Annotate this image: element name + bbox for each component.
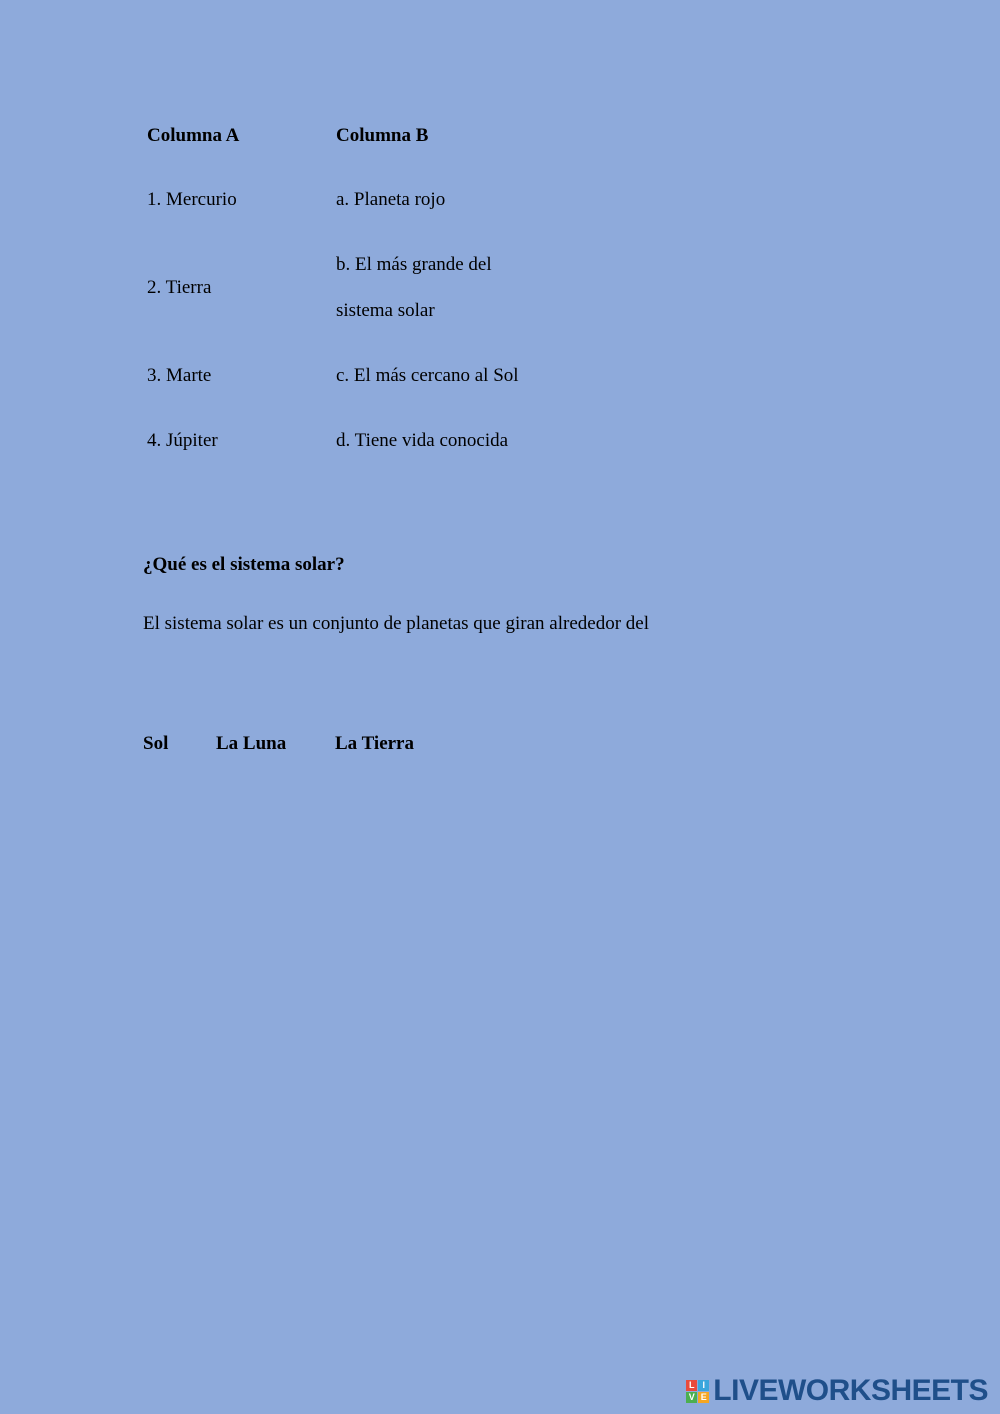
question-sentence: El sistema solar es un conjunto de planetas que giran alrededor del (143, 613, 649, 634)
column-a-item-3: 3. Marte (147, 365, 212, 386)
column-a-item-2: 2. Tierra (147, 277, 212, 298)
logo-letter-e: E (698, 1392, 709, 1403)
column-b-header: Columna B (336, 125, 429, 146)
column-a-item-4: 4. Júpiter (147, 430, 218, 451)
column-b-item-b-line2: sistema solar (336, 300, 435, 321)
option-la-tierra[interactable]: La Tierra (335, 733, 414, 754)
column-a-item-1: 1. Mercurio (147, 189, 237, 210)
logo-text: LIVEWORKSHEETS (713, 1374, 988, 1407)
liveworksheets-logo (686, 1376, 988, 1406)
question-title: ¿Qué es el sistema solar? (143, 554, 345, 575)
logo-letter-l: L (686, 1380, 697, 1391)
logo-grid-icon (686, 1380, 709, 1403)
column-a-header: Columna A (147, 125, 240, 146)
column-b-item-b-line1: b. El más grande del (336, 254, 492, 275)
column-b-item-c: c. El más cercano al Sol (336, 365, 519, 386)
option-la-luna[interactable]: La Luna (216, 733, 287, 754)
column-b-item-a: a. Planeta rojo (336, 189, 446, 210)
logo-letter-i: I (698, 1380, 709, 1391)
option-sol[interactable]: Sol (143, 733, 169, 754)
logo-letter-v: V (686, 1392, 697, 1403)
column-b-item-d: d. Tiene vida conocida (336, 430, 509, 451)
